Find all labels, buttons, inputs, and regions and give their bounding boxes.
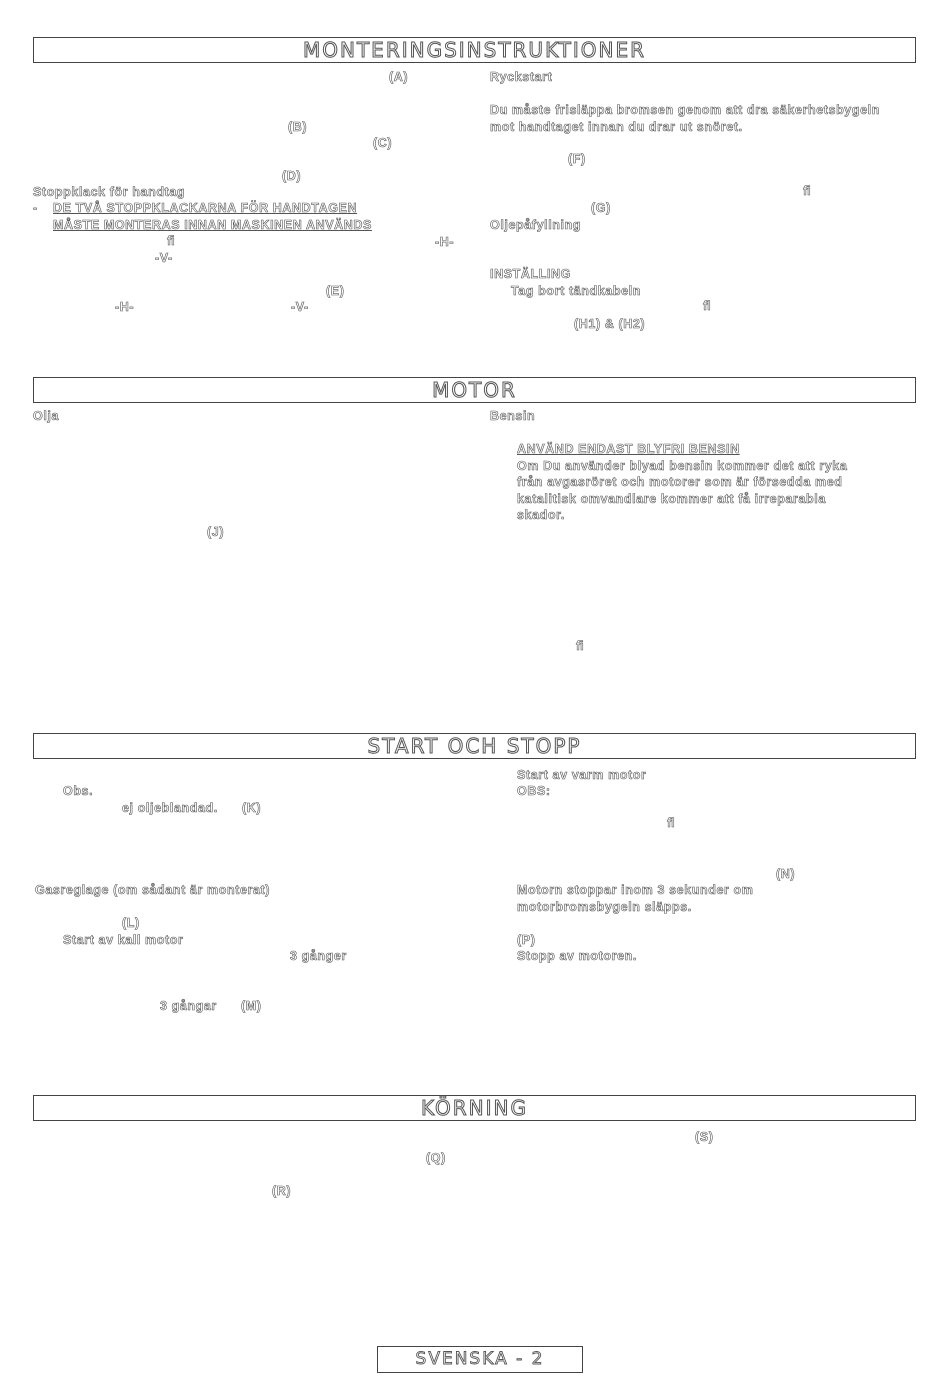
label-h1-h2: (H1) & (H2): [574, 317, 646, 331]
start-varm-motor: Start av varm motor: [517, 768, 647, 782]
blyfri-line-3: katalitisk omvandlare kommer att få irreparabla: [517, 492, 826, 506]
section-title-start-stopp: START OCH STOPP: [33, 733, 916, 759]
ryckstart-heading: Ryckstart: [490, 70, 553, 84]
ryckstart-line-2: mot handtaget innan du drar ut snöret.: [490, 120, 743, 134]
label-v-1: -V-: [155, 251, 173, 265]
label-k: (K): [242, 801, 262, 815]
fl-ligature-2: ﬂ: [667, 816, 676, 830]
obs-caps-label: OBS:: [517, 784, 551, 798]
start-kall-motor: Start av kall motor: [63, 933, 184, 947]
label-v-2: -V-: [291, 300, 309, 314]
label-l: (L): [122, 916, 140, 930]
label-e: (E): [326, 284, 345, 298]
label-b: (B): [288, 120, 308, 134]
bensin-heading: Bensin: [490, 409, 536, 423]
label-r: (R): [272, 1184, 292, 1198]
label-g: (G): [591, 201, 611, 215]
label-c: (C): [373, 136, 393, 150]
ej-oljeblandad: ej oljeblandad.: [122, 801, 218, 815]
section-title-motor: MOTOR: [33, 377, 916, 403]
label-h-2: -H-: [115, 300, 135, 314]
section-title-montering: MONTERINGSINSTRUKTIONER: [33, 37, 916, 63]
tre-ganger-1: 3 gånger: [290, 949, 347, 963]
obs-label: Obs.: [63, 784, 94, 798]
label-j: (J): [207, 525, 225, 539]
label-p: (P): [517, 933, 536, 947]
label-h-1: -H-: [435, 235, 455, 249]
motorn-stoppar-line-2: motorbromsbygeln släpps.: [517, 900, 692, 914]
tre-ganger-2: 3 gångar: [160, 999, 217, 1013]
section-title-korning: KÖRNING: [33, 1095, 916, 1121]
blyfri-line-4: skador.: [517, 508, 565, 522]
page-footer: SVENSKA - 2: [377, 1346, 583, 1373]
bullet-dash: -: [33, 201, 38, 215]
oljepafyllning-heading: Oljepåfyllning: [490, 218, 582, 232]
label-s: (S): [695, 1130, 714, 1144]
gasreglage-heading: Gasreglage (om sådant är monterat): [35, 883, 271, 897]
label-q: (Q): [426, 1151, 446, 1165]
blyfri-heading: ANVÄND ENDAST BLYFRI BENSIN: [517, 442, 740, 456]
olja-heading: Olja: [33, 409, 60, 423]
label-f: (F): [568, 152, 586, 166]
blyfri-line-1: Om Du använder blyad bensin kommer det att ryka: [517, 459, 848, 473]
installning-heading: INSTÄLLING: [490, 267, 571, 281]
tag-bort-tandkabeln: Tag bort tändkabeln: [511, 284, 641, 298]
fi-ligature-3: ﬁ: [576, 639, 585, 653]
fi-ligature-2: ﬁ: [803, 184, 812, 198]
fi-ligature-1: ﬁ: [167, 234, 176, 248]
warning-line-2: MÅSTE MONTERAS INNAN MASKINEN ANVÄNDS: [53, 218, 372, 232]
blyfri-line-2: från avgasröret och motorer som är försedda med: [517, 475, 843, 489]
motorn-stoppar-line-1: Motorn stoppar inom 3 sekunder om: [517, 883, 754, 897]
fl-ligature-1: ﬂ: [703, 299, 712, 313]
label-d: (D): [282, 169, 302, 183]
stoppklack-heading: Stoppklack för handtag: [33, 185, 186, 199]
label-n: (N): [776, 867, 796, 881]
label-m: (M): [241, 999, 262, 1013]
stopp-av-motoren: Stopp av motoren.: [517, 949, 637, 963]
ryckstart-line-1: Du måste frisläppa bromsen genom att dra säkerhetsbygeln: [490, 103, 880, 117]
label-a: (A): [389, 70, 409, 84]
warning-line-1: DE TVÅ STOPPKLACKARNA FÖR HANDTAGEN: [53, 201, 358, 215]
